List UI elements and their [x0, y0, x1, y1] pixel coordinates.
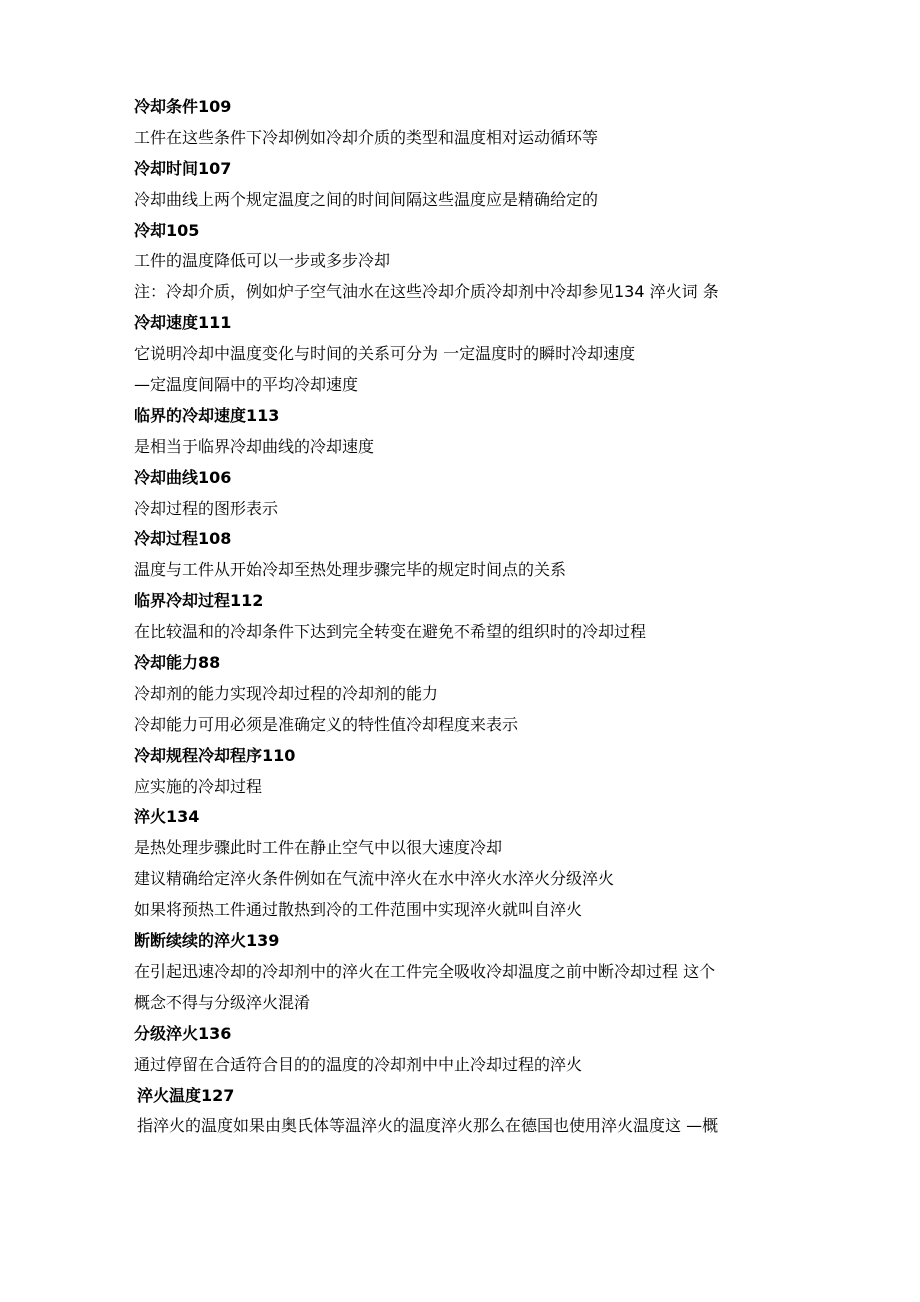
note-text: 注：冷却介质，例如炉子空气油水在这些冷却介质冷却剂中冷却参见134 淬火词 条	[134, 282, 719, 302]
definition-text: 在比较温和的冷却条件下达到完全转变在避免不希望的组织时的冷却过程	[134, 622, 647, 642]
term-heading: 淬火134	[134, 807, 200, 827]
definition-text: 指淬火的温度如果由奥氏体等温淬火的温度淬火那么在德国也使用淬火温度这 —概	[137, 1116, 719, 1136]
definition-text: 应实施的冷却过程	[134, 776, 263, 796]
term-heading: 临界冷却过程112	[134, 591, 264, 611]
definition-text: 通过停留在合适符合目的的温度的冷却剂中中止冷却过程的淬火	[134, 1054, 583, 1074]
document-body	[134, 92, 794, 1142]
term-heading: 冷却条件109	[134, 97, 232, 116]
definition-text: 工件在这些条件下冷却例如冷却介质的类型和温度相对运动循环等	[134, 127, 599, 147]
definition-text: 冷却能力可用必须是准确定义的特性值冷却程度来表示	[134, 714, 519, 734]
definition-text: 是相当于临界冷却曲线的冷却速度	[134, 436, 375, 456]
definition-text: 冷却剂的能力实现冷却过程的冷却剂的能力	[134, 683, 439, 703]
definition-text: 如果将预热工件通过散热到冷的工件范围中实现淬火就叫自淬火	[134, 900, 583, 920]
term-heading: 冷却速度111	[134, 313, 232, 333]
definition-text: 在引起迅速冷却的冷却剂中的淬火在工件完全吸收冷却温度之前中断冷却过程 这个	[134, 961, 716, 981]
definition-text: 温度与工件从开始冷却至热处理步骤完毕的规定时间点的关系	[134, 560, 567, 580]
definition-text: 冷却曲线上两个规定温度之间的时间间隔这些温度应是精确给定的	[134, 189, 599, 209]
term-heading: 冷却能力88	[134, 653, 221, 673]
term-heading: 淬火温度127	[137, 1085, 235, 1105]
definition-text: 冷却过程的图形表示	[134, 498, 279, 518]
term-heading: 冷却时间107	[134, 158, 232, 178]
term-heading: 冷却曲线106	[134, 467, 232, 487]
definition-text: 概念不得与分级淬火混淆	[134, 992, 311, 1012]
definition-text: 工件的温度降低可以一步或多步冷却	[134, 251, 391, 271]
definition-text: —定温度间隔中的平均冷却速度	[134, 375, 359, 395]
term-heading: 冷却规程冷却程序110	[134, 745, 296, 765]
term-heading: 临界的冷却速度113	[134, 405, 280, 425]
definition-text: 它说明冷却中温度变化与时间的关系可分为 一定温度时的瞬时冷却速度	[134, 344, 636, 364]
term-heading: 冷却过程108	[134, 529, 232, 549]
term-heading: 分级淬火136	[134, 1023, 232, 1043]
definition-text: 建议精确给定淬火条件例如在气流中淬火在水中淬火水淬火分级淬火	[134, 869, 615, 889]
definition-text: 是热处理步骤此时工件在静止空气中以很大速度冷却	[134, 838, 503, 858]
term-heading: 冷却105	[134, 220, 200, 240]
term-heading: 断断续续的淬火139	[134, 931, 280, 951]
